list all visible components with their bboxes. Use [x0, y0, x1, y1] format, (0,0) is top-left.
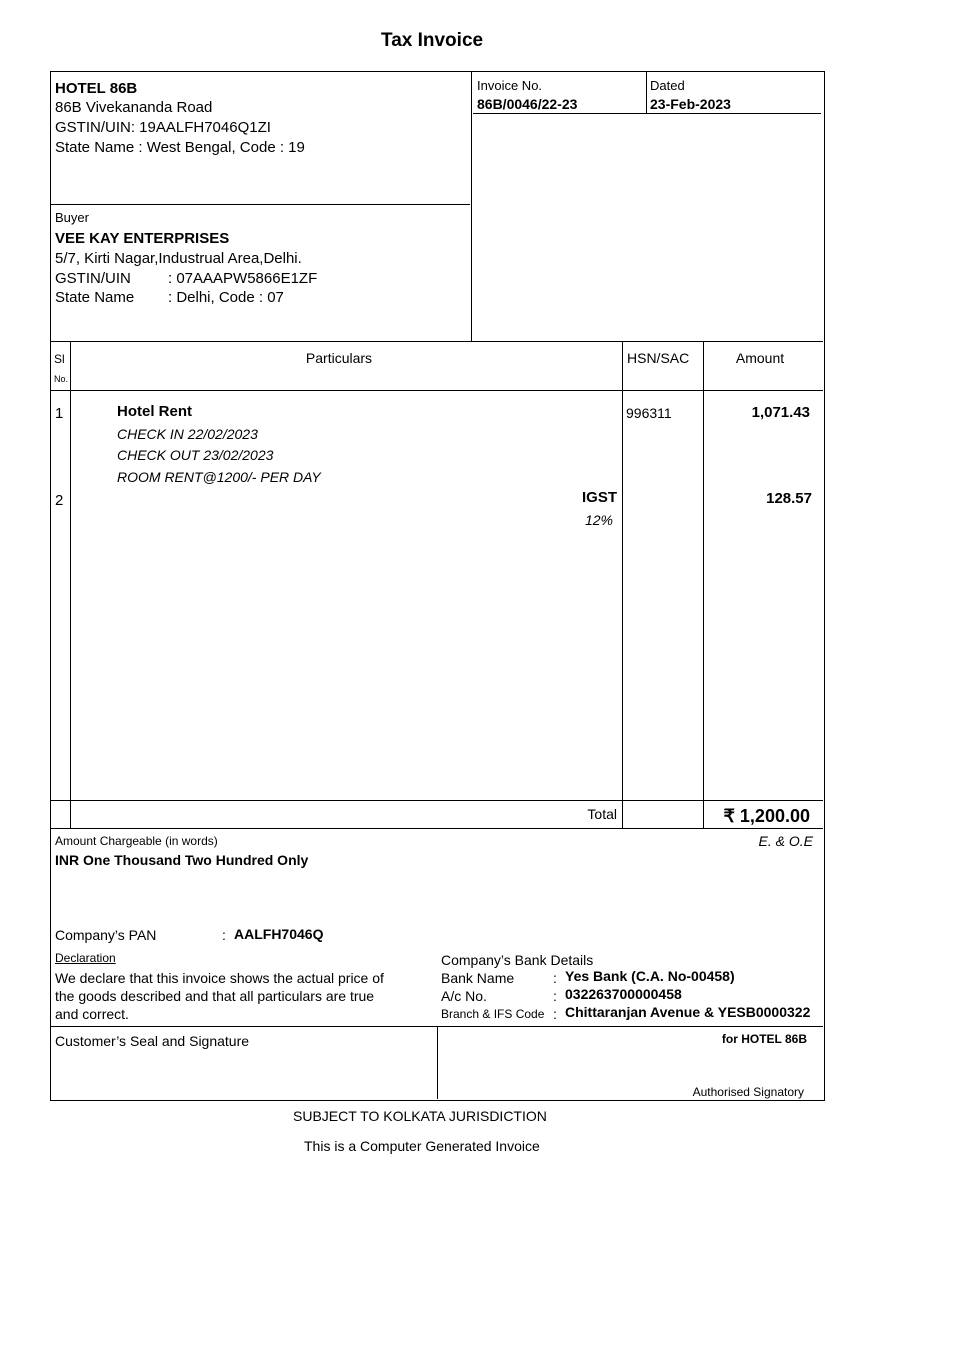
row-title: Hotel Rent — [117, 403, 192, 420]
header-hsn: HSN/SAC — [627, 350, 690, 366]
for-company: for HOTEL 86B — [721, 1032, 807, 1046]
invoice-date-value: 23-Feb-2023 — [650, 96, 731, 112]
divider-seller-buyer — [51, 204, 470, 205]
customer-signature-label: Customer’s Seal and Signature — [55, 1033, 250, 1049]
authorised-signatory: Authorised Signatory — [692, 1085, 804, 1099]
row-amount: 1,071.43 — [751, 404, 810, 421]
bank-ac-value: 032263700000458 — [565, 986, 682, 1002]
jurisdiction-note: SUBJECT TO KOLKATA JURISDICTION — [293, 1108, 547, 1124]
bank-heading: Company’s Bank Details — [441, 952, 594, 968]
row-amount: 128.57 — [766, 490, 812, 507]
divider-invoice-fields — [646, 72, 647, 113]
header-sl: Sl — [54, 352, 65, 366]
page-title: Tax Invoice — [381, 30, 484, 51]
header-particulars: Particulars — [305, 350, 373, 366]
seller-gstin: GSTIN/UIN: 19AALFH7046Q1ZI — [55, 119, 271, 136]
bank-colon: : — [553, 988, 557, 1004]
underline-invoice-fields — [473, 113, 821, 114]
declaration-label: Declaration — [55, 951, 116, 965]
row-detail: CHECK IN 22/02/2023 — [117, 426, 258, 442]
total-label: Total — [587, 806, 617, 822]
divider-total-top — [51, 800, 823, 801]
row-sl: 2 — [55, 492, 64, 509]
col-hsn — [622, 342, 623, 828]
divider-table-top — [51, 341, 823, 342]
words-label: Amount Chargeable (in words) — [55, 834, 218, 848]
seller-address: 86B Vivekananda Road — [55, 99, 213, 116]
bank-branch-value: Chittaranjan Avenue & YESB0000322 — [565, 1004, 811, 1020]
seller-name: HOTEL 86B — [55, 80, 138, 97]
bank-colon: : — [553, 970, 557, 986]
header-amount: Amount — [735, 350, 785, 366]
total-value: ₹ 1,200.00 — [723, 806, 810, 826]
row-hsn: 996311 — [626, 405, 672, 421]
buyer-gstin-label: GSTIN/UIN — [55, 270, 131, 287]
divider-header-vertical — [471, 72, 472, 341]
seller-state: State Name : West Bengal, Code : 19 — [55, 139, 305, 156]
buyer-state-value: : Delhi, Code : 07 — [168, 289, 284, 306]
pan-label: Company’s PAN — [55, 927, 157, 943]
row-sl: 1 — [55, 405, 64, 422]
pan-colon: : — [222, 927, 226, 943]
buyer-address: 5/7, Kirti Nagar,Industrual Area,Delhi. — [55, 250, 302, 267]
bank-ac-label: A/c No. — [441, 988, 487, 1004]
declaration-line: the goods described and that all particulars are true — [55, 988, 375, 1004]
invoice-no-value: 86B/0046/22-23 — [477, 96, 578, 112]
declaration-line: and correct. — [55, 1006, 129, 1022]
eoe: E. & O.E — [758, 833, 813, 849]
generated-note: This is a Computer Generated Invoice — [304, 1138, 540, 1154]
bank-branch-label: Branch & IFS Code — [441, 1007, 545, 1021]
bank-name-label: Bank Name — [441, 970, 515, 986]
buyer-gstin-value: : 07AAAPW5866E1ZF — [168, 270, 318, 287]
row-detail: CHECK OUT 23/02/2023 — [117, 447, 274, 463]
row-detail: ROOM RENT@1200/- PER DAY — [117, 469, 321, 485]
divider-table-header — [51, 390, 823, 391]
buyer-state-label: State Name — [55, 289, 135, 306]
invoice-no-label: Invoice No. — [477, 78, 543, 93]
words-value: INR One Thousand Two Hundred Only — [55, 852, 309, 868]
divider-total-bottom — [51, 828, 823, 829]
invoice-date-label: Dated — [650, 78, 685, 93]
row-title: IGST — [581, 489, 617, 506]
col-sl — [70, 342, 71, 828]
buyer-name: VEE KAY ENTERPRISES — [55, 230, 230, 247]
buyer-label: Buyer — [55, 210, 89, 225]
declaration-line: We declare that this invoice shows the actual price of — [55, 970, 384, 986]
invoice-frame — [50, 71, 825, 1101]
header-sl-no: No. — [54, 374, 69, 384]
bank-colon: : — [553, 1006, 557, 1022]
pan-value: AALFH7046Q — [234, 926, 324, 942]
bank-name-value: Yes Bank (C.A. No-00458) — [565, 968, 735, 984]
row-sub: 12% — [584, 512, 613, 528]
divider-signature-vertical — [437, 1027, 438, 1099]
